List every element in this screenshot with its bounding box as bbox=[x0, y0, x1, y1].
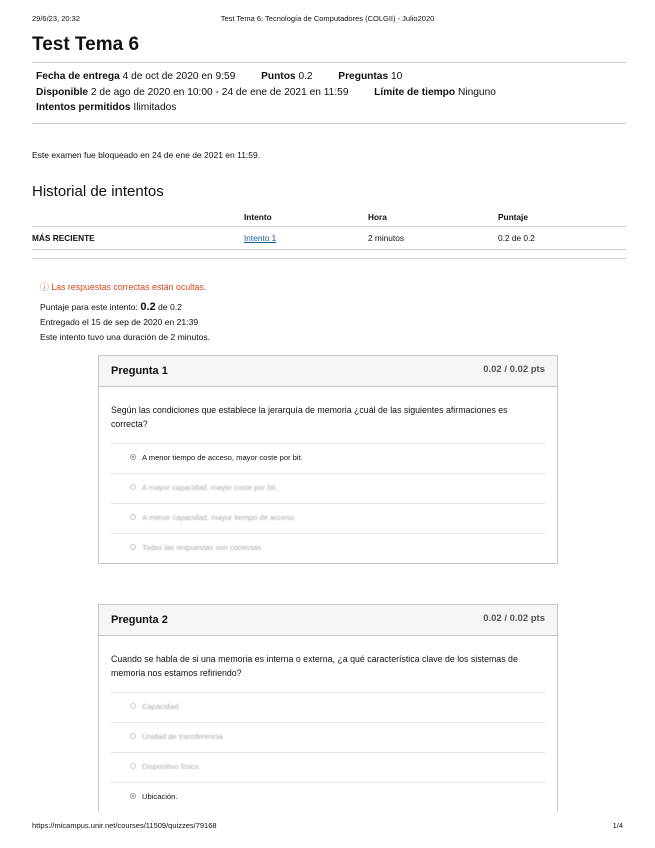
available-label: Disponible bbox=[36, 86, 89, 98]
column-header-attempt: Intento bbox=[244, 208, 368, 227]
divider bbox=[32, 258, 626, 259]
answer-option[interactable] bbox=[111, 783, 545, 812]
history-heading: Historial de intentos bbox=[32, 183, 164, 200]
locked-note: Este examen fue bloqueado en 24 de ene de 2021 en 11:59. bbox=[32, 150, 261, 160]
submitted-date: Entregado el 15 de sep de 2020 en 21:39 bbox=[40, 317, 199, 327]
question-text: Cuando se habla de si una memoria es interna o externa, ¿a qué característica clave de los sistemas de memoria nos estamos refiriendo? bbox=[111, 652, 545, 693]
table-row bbox=[32, 227, 626, 250]
attempt-tag: MÁS RECIENTE bbox=[32, 227, 244, 250]
points-label: Puntos bbox=[261, 71, 296, 82]
attempt-duration: Este intento tuvo una duración de 2 minutos. bbox=[40, 332, 211, 342]
radio-icon bbox=[130, 733, 136, 739]
question-header bbox=[99, 356, 557, 387]
answer-option[interactable] bbox=[111, 534, 545, 563]
page-title: Test Tema 6 bbox=[32, 34, 140, 55]
column-header-time: Hora bbox=[368, 208, 498, 227]
question-title: Pregunta 1 bbox=[111, 365, 168, 377]
answer-label: A mayor capacidad, mayor coste por bit. bbox=[142, 483, 278, 492]
question-points: 0.02 / 0.02 pts bbox=[483, 613, 545, 624]
answer-option[interactable] bbox=[111, 693, 545, 723]
answer-label: Dispositivo físico. bbox=[142, 762, 201, 771]
print-footer bbox=[32, 821, 623, 830]
answer-label: A menor tiempo de acceso, mayor coste por bit. bbox=[142, 453, 303, 462]
score-value: 0.2 bbox=[140, 301, 156, 313]
attempt-score: 0.2 de 0.2 bbox=[498, 227, 626, 250]
answer-option[interactable] bbox=[111, 753, 545, 783]
points-value: 0.2 bbox=[298, 71, 313, 82]
answers-hidden-note: ⓘ Las respuestas correctas están ocultas. bbox=[40, 282, 207, 292]
answer-label: A menor capacidad, mayor tiempo de acceso. bbox=[142, 513, 297, 522]
print-header bbox=[32, 14, 623, 26]
attempt-link[interactable]: Intento 1 bbox=[244, 233, 277, 243]
radio-icon bbox=[130, 703, 136, 709]
radio-selected-icon bbox=[130, 793, 136, 799]
time-limit-label: Límite de tiempo bbox=[374, 86, 456, 98]
answer-label: Unidad de transferencia. bbox=[142, 732, 225, 741]
question-card-1 bbox=[98, 355, 558, 564]
questions-value: 10 bbox=[390, 71, 403, 82]
answer-option[interactable] bbox=[111, 504, 545, 534]
attempt-time: 2 minutos bbox=[368, 227, 498, 250]
print-url: https://micampus.unir.net/courses/11509/quizzes/79168 bbox=[32, 821, 217, 830]
score-suffix: de 0.2 bbox=[158, 302, 182, 312]
question-card-2 bbox=[98, 604, 558, 812]
column-header-score: Puntaje bbox=[498, 208, 626, 227]
radio-icon bbox=[130, 544, 136, 550]
radio-icon bbox=[130, 763, 136, 769]
question-header bbox=[99, 605, 557, 636]
quiz-details bbox=[32, 62, 626, 124]
time-limit-value: Ninguno bbox=[457, 86, 496, 98]
question-title: Pregunta 2 bbox=[111, 614, 168, 626]
radio-icon bbox=[130, 514, 136, 520]
question-points: 0.02 / 0.02 pts bbox=[483, 364, 545, 375]
answer-option[interactable] bbox=[111, 474, 545, 504]
print-date: 29/6/23, 20:32 bbox=[32, 14, 80, 23]
score-prefix: Puntaje para este intento: bbox=[40, 302, 138, 312]
answer-option[interactable] bbox=[111, 723, 545, 753]
table-header-row bbox=[32, 208, 626, 227]
attempts-value: Ilimitados bbox=[133, 102, 177, 113]
attempt-history-table bbox=[32, 208, 626, 250]
questions-label: Preguntas bbox=[338, 71, 389, 82]
column-header-tag bbox=[32, 208, 244, 227]
print-title: Test Tema 6: Tecnología de Computadores (COLGII) - Julio2020 bbox=[220, 14, 435, 23]
radio-selected-icon bbox=[130, 454, 136, 460]
available-value: 2 de ago de 2020 en 10:00 - 24 de ene de 2021 en 11:59 bbox=[90, 86, 349, 98]
attempts-label: Intentos permitidos bbox=[36, 102, 131, 113]
question-text: Según las condiciones que establece la jerarquía de memoria ¿cuál de las siguientes afirmaciones es correcta? bbox=[111, 403, 545, 444]
answer-label: Capacidad. bbox=[142, 702, 181, 711]
due-label: Fecha de entrega bbox=[36, 71, 120, 82]
due-value: 4 de oct de 2020 en 9:59 bbox=[122, 71, 236, 82]
page-number: 1/4 bbox=[612, 821, 623, 830]
radio-icon bbox=[130, 484, 136, 490]
answer-label: Todas las respuestas son correctas. bbox=[142, 543, 264, 552]
answer-option[interactable] bbox=[111, 444, 545, 474]
answer-label: Ubicación. bbox=[142, 792, 178, 801]
attempt-summary bbox=[40, 300, 210, 345]
